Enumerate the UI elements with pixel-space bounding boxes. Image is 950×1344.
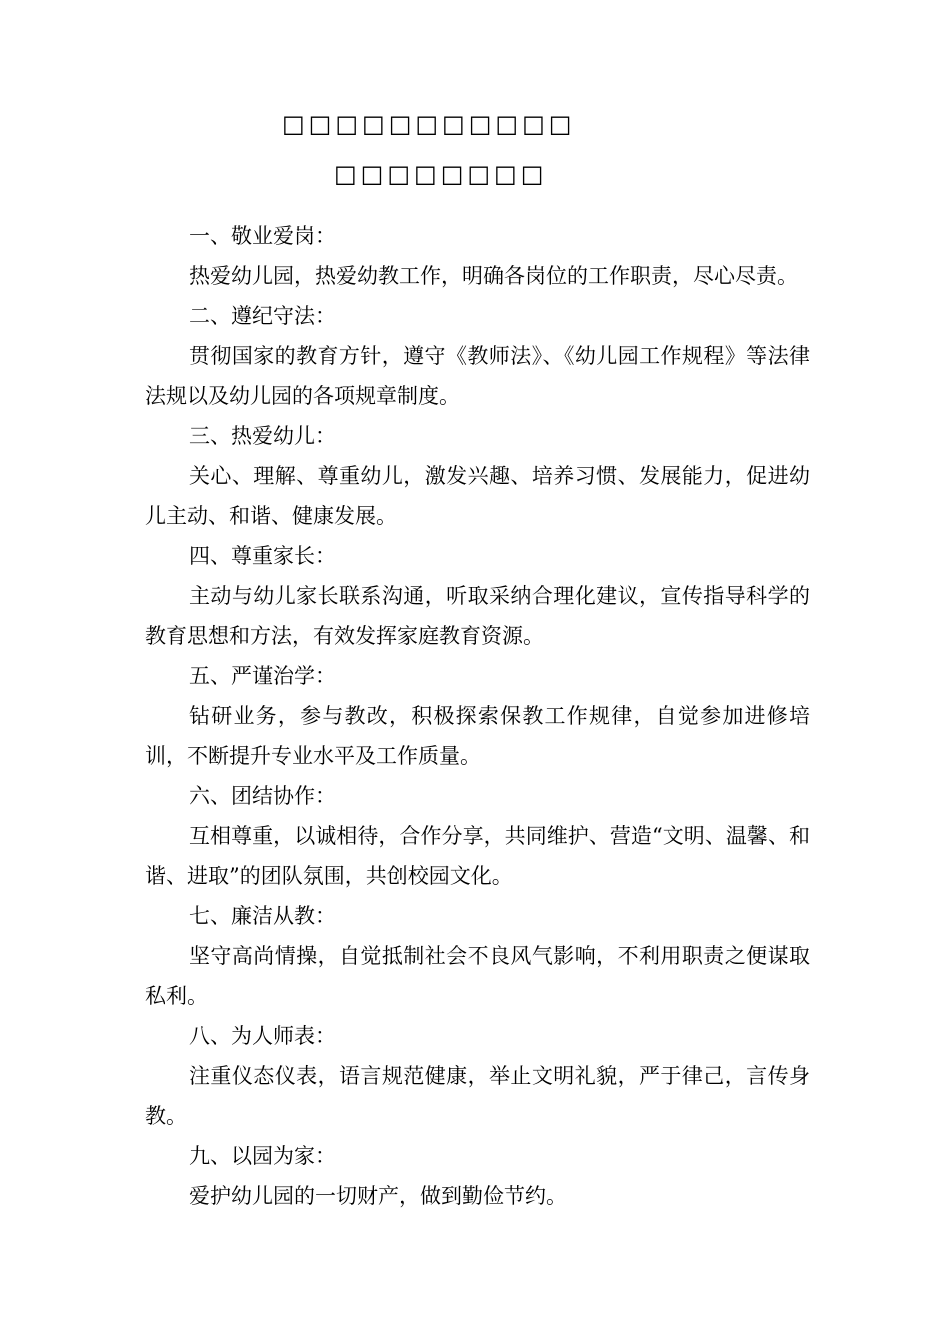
- section-heading: 七、廉洁从教：: [189, 904, 336, 928]
- section-paragraph: 贯彻国家的教育方针，遵守《教师法》、《幼儿园工作规程》等法律法规以及幼儿园的各项规章制度。: [145, 344, 810, 408]
- section-heading: 三、热爱幼儿：: [189, 424, 336, 448]
- section-1: [145, 216, 810, 296]
- section-paragraph: 爱护幼儿园的一切财产，做到勤俭节约。: [189, 1184, 567, 1208]
- section-2: [145, 296, 810, 416]
- section-paragraph: 钻研业务，参与教改，积极探索保教工作规律，自觉参加进修培训，不断提升专业水平及工作质量。: [145, 704, 810, 768]
- section-paragraph: 坚守高尚情操，自觉抵制社会不良风气影响，不利用职责之便谋取私利。: [145, 944, 810, 1008]
- section-9: [145, 1136, 810, 1216]
- section-paragraph: 关心、理解、尊重幼儿，激发兴趣、培养习惯、发展能力，促进幼儿主动、和谐、健康发展。: [145, 464, 810, 528]
- title-line-2: □□□□□□□□: [334, 160, 548, 188]
- section-heading: 九、以园为家：: [189, 1144, 336, 1168]
- section-6: [145, 776, 810, 896]
- section-7: [145, 896, 810, 1016]
- section-paragraph: 主动与幼儿家长联系沟通，听取采纳合理化建议，宣传指导科学的教育思想和方法，有效发挥家庭教育资源。: [145, 584, 810, 648]
- section-heading: 五、严谨治学：: [189, 664, 336, 688]
- section-8: [145, 1016, 810, 1136]
- section-3: [145, 416, 810, 536]
- section-heading: 一、敬业爱岗：: [189, 224, 336, 248]
- section-heading: 六、团结协作：: [189, 784, 336, 808]
- section-heading: 四、尊重家长：: [189, 544, 336, 568]
- section-paragraph: 热爱幼儿园，热爱幼教工作，明确各岗位的工作职责，尽心尽责。: [189, 264, 798, 288]
- section-5: [145, 656, 810, 776]
- title-line-1: □□□□□□□□□□□: [282, 110, 576, 138]
- section-paragraph: 互相尊重，以诚相待，合作分享，共同维护、营造“文明、温馨、和谐、进取”的团队氛围，共创校园文化。: [145, 824, 810, 888]
- section-heading: 二、遵纪守法：: [189, 304, 336, 328]
- document-body: [145, 216, 810, 1216]
- section-4: [145, 536, 810, 656]
- section-heading: 八、为人师表：: [189, 1024, 336, 1048]
- section-paragraph: 注重仪态仪表，语言规范健康，举止文明礼貌，严于律己，言传身教。: [145, 1064, 810, 1128]
